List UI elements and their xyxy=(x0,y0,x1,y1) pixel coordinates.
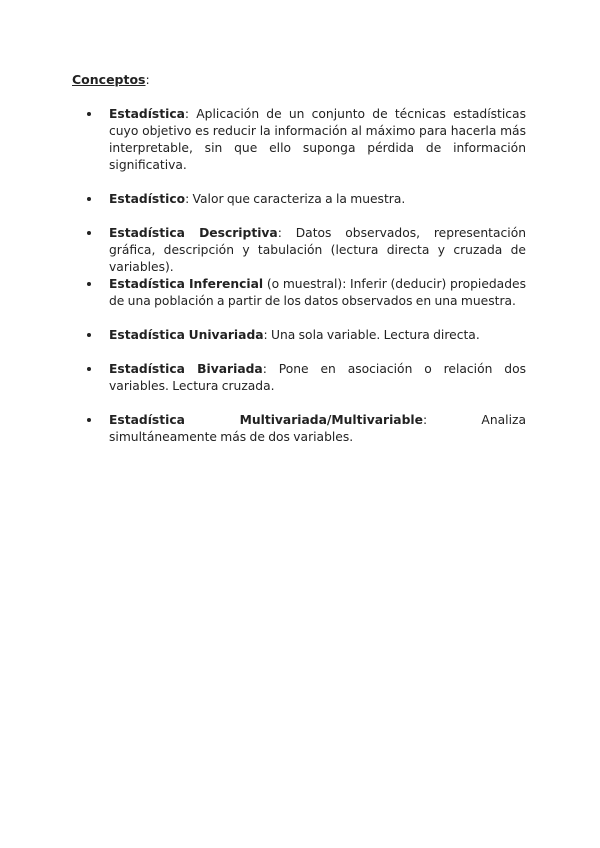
concept-separator: : xyxy=(262,362,279,376)
bullet-icon xyxy=(87,333,91,337)
concept-definition: (o muestral): Inferir (deducir) propiedades de una población a partir de los datos observados en una muestra. xyxy=(109,277,526,308)
concept-separator: : xyxy=(277,226,296,240)
concept-term: Estadística xyxy=(109,107,185,121)
concept-term: Estadística Bivariada xyxy=(109,362,263,376)
bullet-icon xyxy=(87,282,91,286)
concept-term: Estadística Univariada xyxy=(109,328,264,342)
bullet-icon xyxy=(87,418,91,422)
concept-definition: Datos observados, representación gráfica, descripción y tabulación (lectura directa y cruzada de variables). xyxy=(109,226,527,274)
concept-term: Estadística Inferencial xyxy=(109,277,264,291)
concept-item-inferencial xyxy=(109,276,526,310)
concept-item-descriptiva xyxy=(109,225,526,276)
concept-item-estadistico xyxy=(109,191,526,208)
section-title: Conceptos xyxy=(72,72,146,87)
concept-separator: : xyxy=(422,413,482,427)
concept-definition: Aplicación de un conjunto de técnicas estadísticas cuyo objetivo es reducir la información al máximo para hacerla más interpretable, sin que ello suponga pérdida de información significativa. xyxy=(109,107,526,172)
concept-separator: : xyxy=(263,328,271,342)
section-title-colon: : xyxy=(145,72,150,87)
concept-definition: Valor que caracteriza a la muestra. xyxy=(192,192,406,206)
concept-item-univariada xyxy=(109,327,526,344)
concept-item-estadistica xyxy=(109,106,526,174)
bullet-icon xyxy=(87,112,91,116)
concept-term: Estadística Multivariada/Multivariable xyxy=(109,413,423,427)
bullet-icon xyxy=(87,367,91,371)
concept-definition: Una sola variable. Lectura directa. xyxy=(271,328,480,342)
concept-definition: Pone en asociación o relación dos variables. Lectura cruzada. xyxy=(109,362,526,393)
concept-item-bivariada xyxy=(109,361,526,395)
concept-term: Estadístico xyxy=(109,192,186,206)
concept-item-multivariada xyxy=(109,412,526,446)
concept-definition: Analiza simultáneamente más de dos variables. xyxy=(109,413,526,444)
bullet-icon xyxy=(87,231,91,235)
concept-separator: : xyxy=(185,192,193,206)
concept-term: Estadística Descriptiva xyxy=(109,226,278,240)
concept-separator: : xyxy=(184,107,197,121)
bullet-icon xyxy=(87,197,91,201)
section-heading xyxy=(72,71,150,88)
